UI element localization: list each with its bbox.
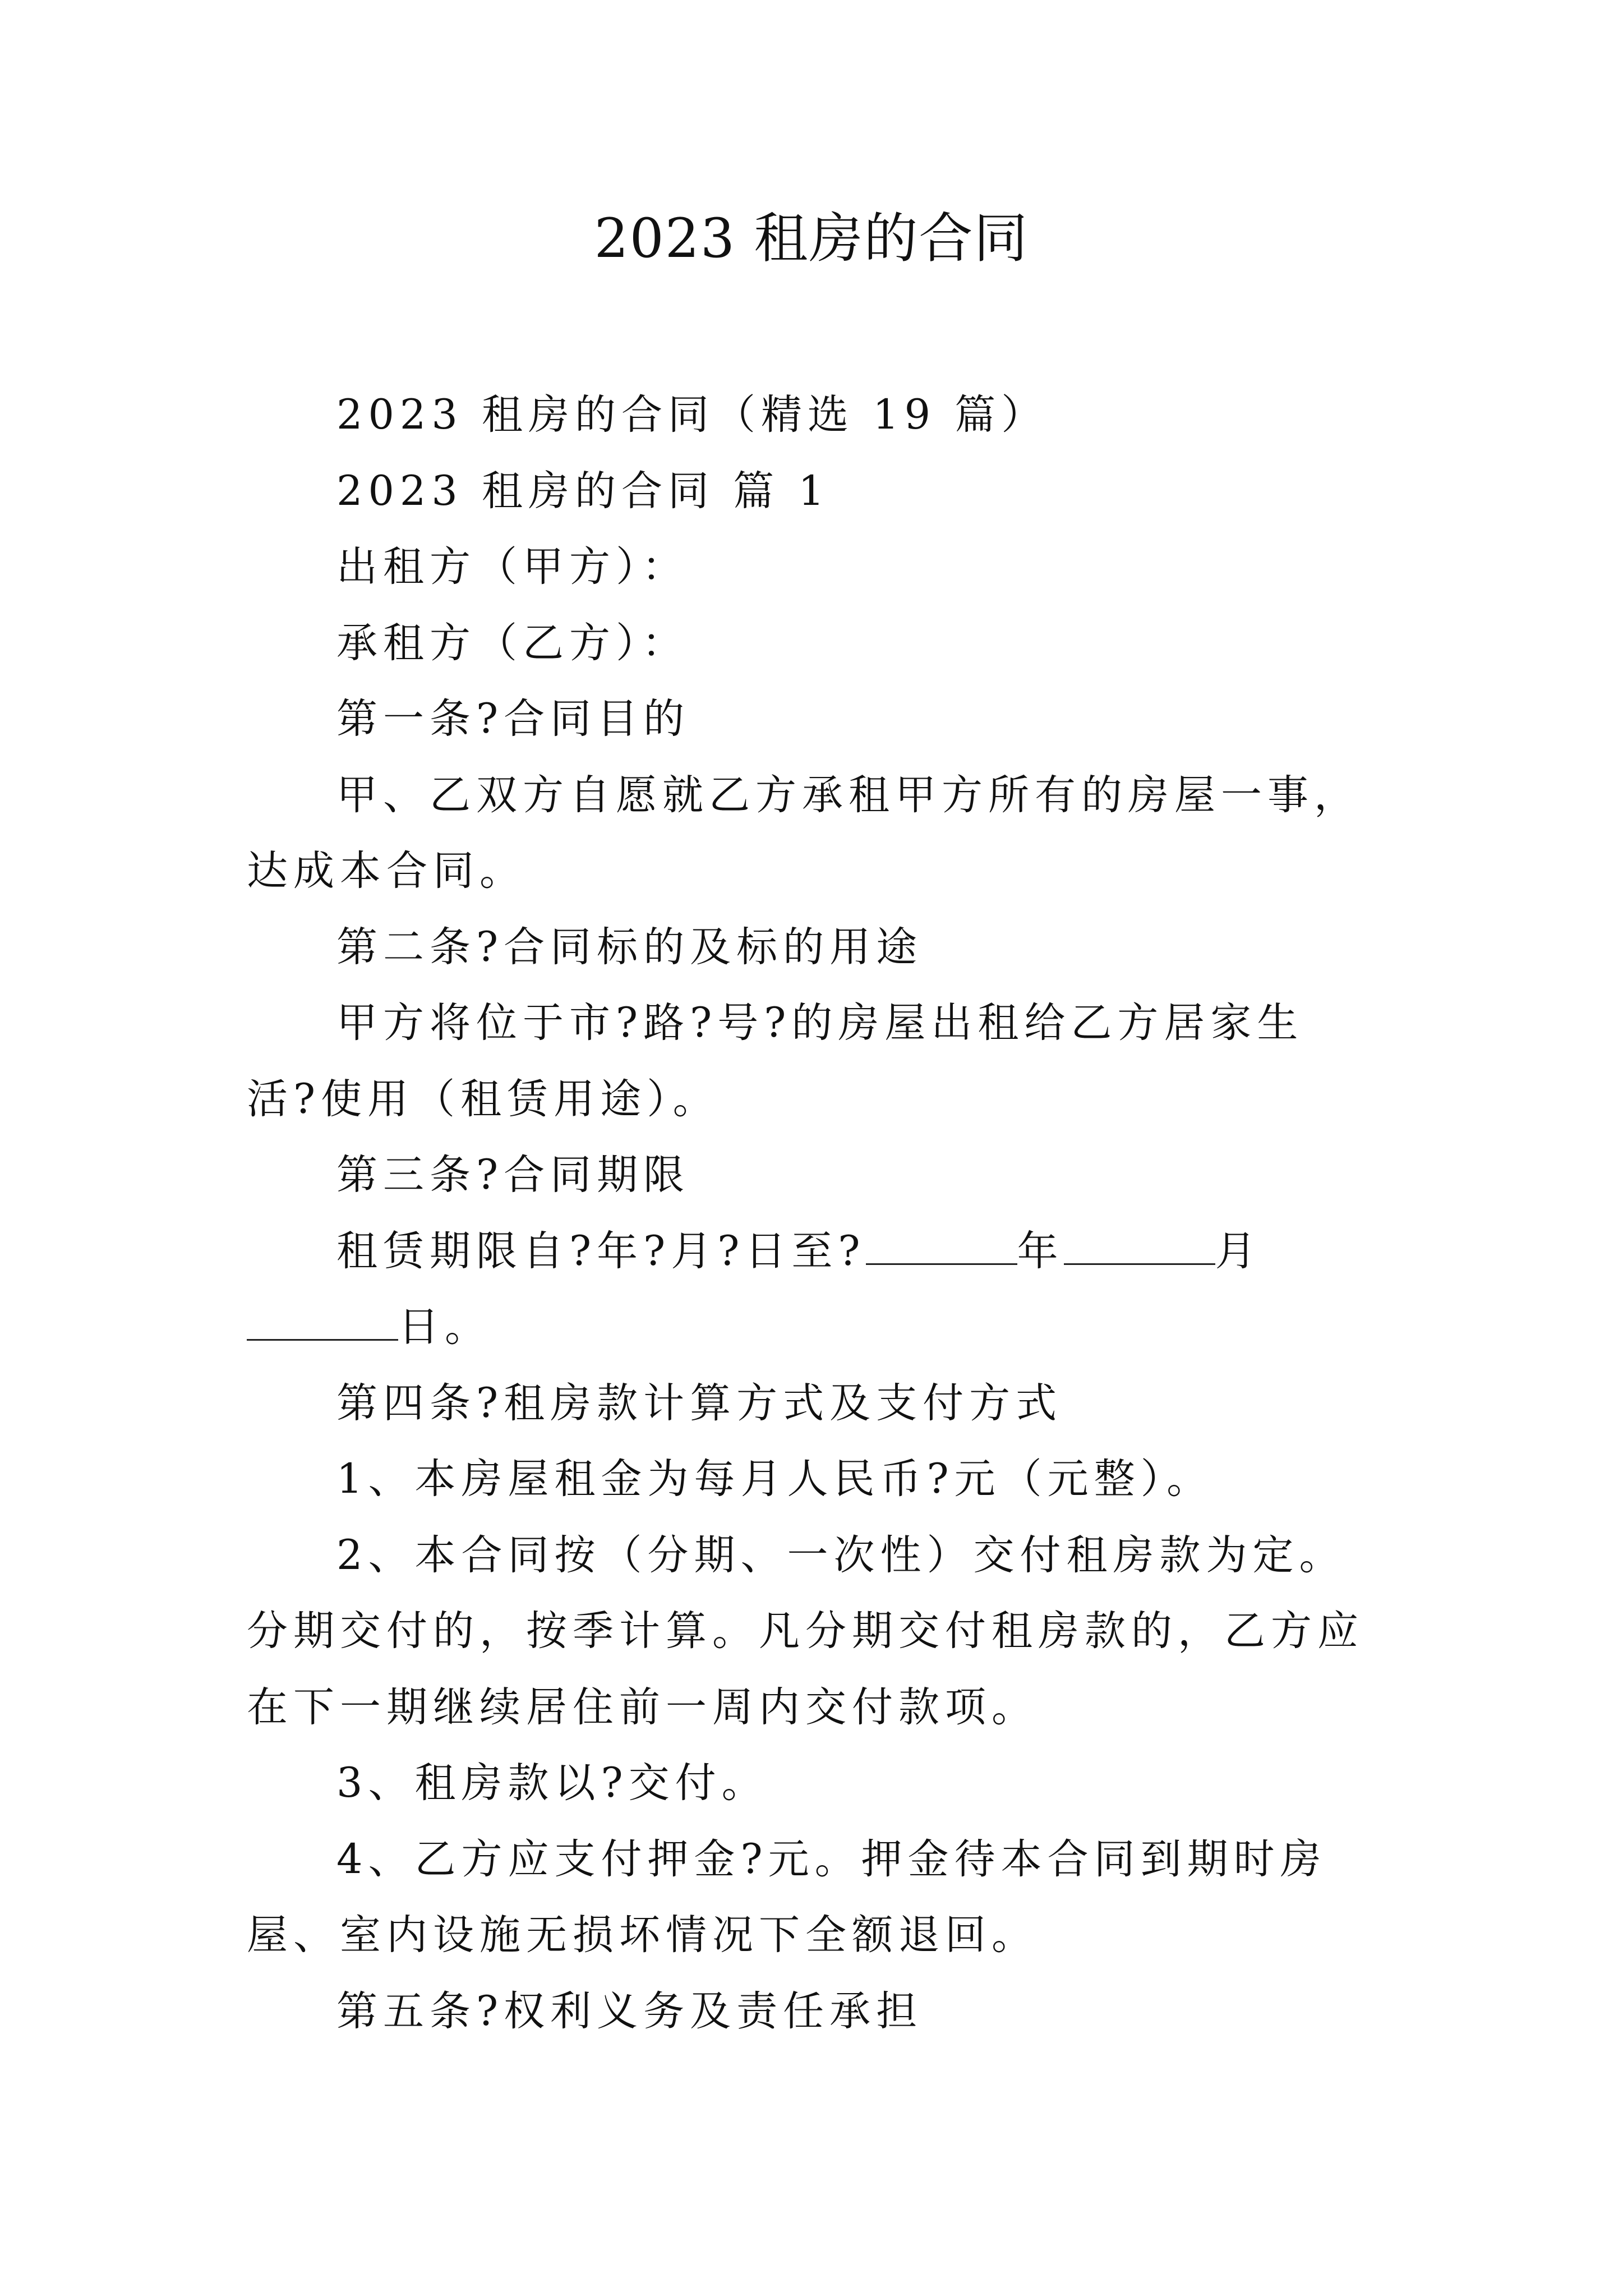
article-2-heading: 第二条?合同标的及标的用途 xyxy=(336,923,923,971)
day-blank xyxy=(247,1304,398,1341)
article-1-text: 甲、乙双方自愿就乙方承租甲方所有的房屋一事，达成本合同。 xyxy=(247,771,1361,895)
article-3-heading: 第三条?合同期限 xyxy=(336,1151,690,1199)
month-label: 月 xyxy=(1215,1227,1262,1275)
month-blank xyxy=(1064,1228,1215,1265)
year-label: 年 xyxy=(1017,1227,1064,1275)
article-2-text: 甲方将位于市?路?号?的房屋出租给乙方居家生活?使用（租赁用途）。 xyxy=(247,999,1304,1123)
section-heading: 2023 租房的合同 篇 1 xyxy=(336,467,830,515)
subtitle: 2023 租房的合同（精选 19 篇） xyxy=(336,391,1048,439)
article-4-item-4: 4、乙方应支付押金?元。押金待本合同到期时房屋、室内设施无损坏情况下全额退回。 xyxy=(247,1835,1327,1959)
year-blank xyxy=(866,1228,1017,1265)
article-4-heading: 第四条?租房款计算方式及支付方式 xyxy=(336,1379,1063,1427)
article-1-heading: 第一条?合同目的 xyxy=(336,695,690,743)
article-5-heading: 第五条?权利义务及责任承担 xyxy=(336,1987,923,2035)
lessee-label: 承租方（乙方）： xyxy=(336,619,689,667)
article-3-text xyxy=(247,1213,1374,1365)
day-label: 日。 xyxy=(398,1303,491,1351)
article-4-item-3: 3、租房款以?交付。 xyxy=(336,1759,768,1807)
document-title: 2023 租房的合同 xyxy=(594,207,1029,270)
article-3-text-start: 租赁期限自?年?月?日至? xyxy=(336,1227,866,1275)
article-4-item-1: 1、本房屋租金为每月人民币?元（元整）。 xyxy=(336,1455,1214,1503)
article-4-item-2: 2、本合同按（分期、一次性）交付租房款为定。分期交付的，按季计算。凡分期交付租房款的，乙方应在下一期继续居住前一周内交付款项。 xyxy=(247,1531,1364,1731)
document-body xyxy=(247,377,1374,2049)
lessor-label: 出租方（甲方）： xyxy=(336,543,689,591)
